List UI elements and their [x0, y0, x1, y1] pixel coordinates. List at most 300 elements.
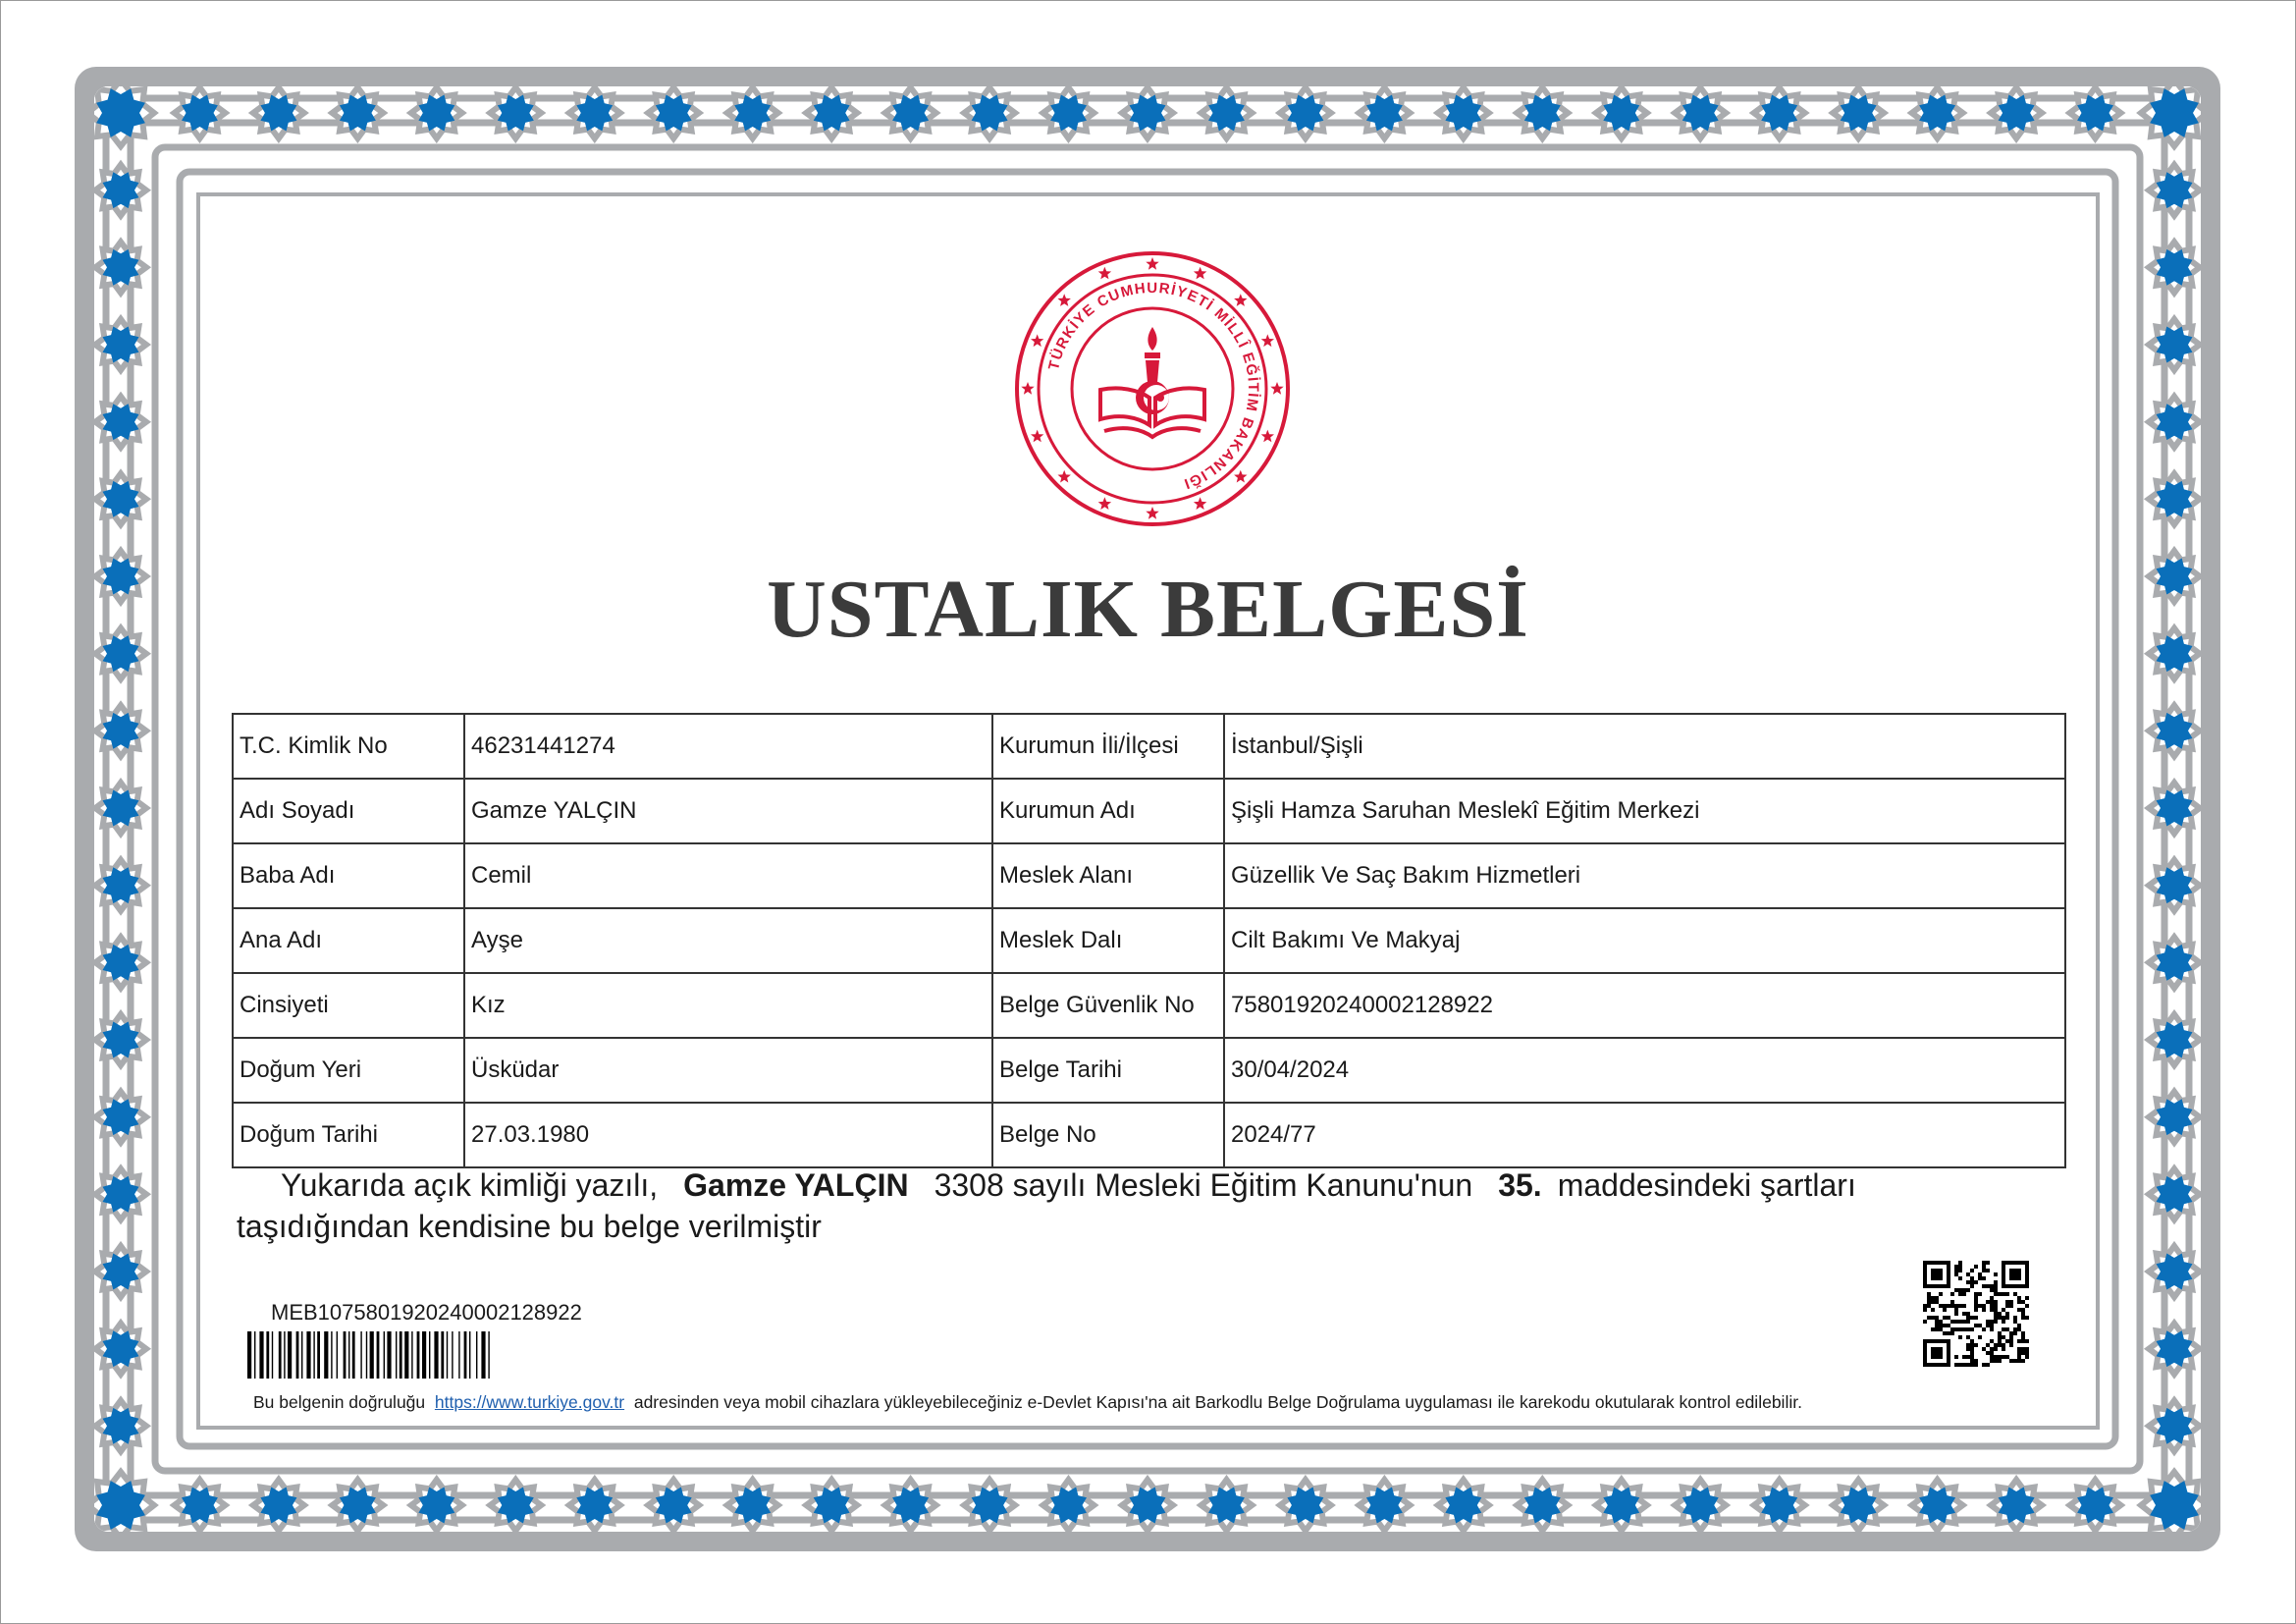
qr-module	[1923, 1261, 1927, 1265]
seal-star	[1146, 257, 1158, 270]
qr-module	[1962, 1292, 1966, 1296]
barcode-bar	[488, 1331, 489, 1379]
personal-info-table	[232, 713, 2066, 1168]
qr-module	[2002, 1316, 2005, 1320]
qr-module	[1982, 1261, 1986, 1265]
qr-module	[1935, 1269, 1939, 1272]
field-label: Doğum Tarihi	[233, 1103, 464, 1167]
qr-module	[2021, 1331, 2025, 1335]
qr-module	[1966, 1280, 1970, 1284]
qr-module	[1943, 1304, 1947, 1308]
qr-module	[1994, 1312, 1998, 1316]
qr-module	[1935, 1272, 1939, 1276]
qr-module	[1931, 1261, 1935, 1265]
qr-module	[1931, 1327, 1935, 1331]
qr-module	[2002, 1308, 2005, 1312]
qr-module	[1990, 1355, 1994, 1359]
statement-part3: maddesindeki şartları	[1557, 1167, 1856, 1203]
qr-module	[1950, 1300, 1954, 1304]
qr-module	[1982, 1265, 1986, 1269]
qr-module	[2002, 1276, 2005, 1280]
qr-module	[1931, 1339, 1935, 1343]
qr-module	[2021, 1312, 2025, 1316]
qr-module	[1982, 1308, 1986, 1312]
qr-module	[1954, 1363, 1958, 1367]
qr-module	[2025, 1339, 2029, 1343]
qr-module	[1970, 1269, 1974, 1272]
qr-module	[1994, 1280, 1998, 1284]
qr-module	[1986, 1300, 1990, 1304]
qr-module	[1970, 1276, 1974, 1280]
qr-module	[2025, 1355, 2029, 1359]
qr-module	[1994, 1316, 1998, 1320]
qr-module	[1927, 1363, 1931, 1367]
qr-module	[1927, 1292, 1931, 1296]
seal-star	[1146, 507, 1158, 519]
qr-module	[2009, 1359, 2013, 1363]
table-row	[233, 843, 2065, 908]
barcode-icon	[247, 1331, 613, 1379]
qr-module	[1923, 1351, 1927, 1355]
qr-module	[2002, 1327, 2005, 1331]
qr-module	[2009, 1331, 2013, 1335]
table-row	[233, 973, 2065, 1038]
qr-module	[1947, 1261, 1950, 1265]
qr-module	[2017, 1272, 2021, 1276]
meb-seal-emblem-icon	[1014, 250, 1291, 527]
qr-module	[1974, 1343, 1978, 1347]
turkiye-gov-link[interactable]: https://www.turkiye.gov.tr	[434, 1392, 625, 1412]
qr-module	[2021, 1335, 2025, 1339]
seal-star	[1021, 382, 1034, 395]
qr-module	[1994, 1308, 1998, 1312]
qr-module	[1923, 1343, 1927, 1347]
qr-module	[1923, 1355, 1927, 1359]
qr-module	[1954, 1265, 1958, 1269]
qr-module	[1994, 1343, 1998, 1347]
field-label: Belge Tarihi	[992, 1038, 1224, 1103]
qr-module	[2025, 1304, 2029, 1308]
qr-module	[2002, 1343, 2005, 1347]
qr-module	[1927, 1339, 1931, 1343]
qr-module	[1935, 1261, 1939, 1265]
qr-module	[2013, 1316, 2017, 1320]
qr-module	[1935, 1320, 1939, 1324]
barcode-bar	[313, 1331, 314, 1379]
seal-star	[1098, 497, 1111, 510]
barcode-bar	[452, 1331, 453, 1379]
verification-suffix: adresinden veya mobil cihazlara yükleyebileceğiniz e-Devlet Kapısı'na ait Barkodlu Belge Doğrulama uygulaması ile karekodu okutularak kontrol edilebilir.	[633, 1392, 1802, 1412]
verification-prefix: Bu belgenin doğruluğu	[253, 1392, 426, 1412]
qr-module	[1923, 1265, 1927, 1269]
qr-module	[2025, 1276, 2029, 1280]
qr-module	[1990, 1288, 1994, 1292]
field-value: 27.03.1980	[464, 1103, 992, 1167]
qr-module	[1954, 1327, 1958, 1331]
qr-module	[1974, 1300, 1978, 1304]
seal-star	[1031, 430, 1043, 443]
qr-module	[1939, 1284, 1943, 1288]
qr-module	[1970, 1339, 1974, 1343]
barcode-bar	[384, 1331, 385, 1379]
qr-module	[2002, 1280, 2005, 1284]
qr-module	[1986, 1284, 1990, 1288]
field-label: Cinsiyeti	[233, 973, 464, 1038]
qr-module	[2005, 1300, 2009, 1304]
qr-module	[1958, 1261, 1962, 1265]
qr-module	[1970, 1355, 1974, 1359]
barcode-bar	[458, 1331, 459, 1379]
qr-module	[1978, 1276, 1982, 1280]
qr-module	[2009, 1272, 2013, 1276]
seal-star	[1194, 267, 1206, 280]
statement-part4: taşıdığından kendisine bu belge verilmiştir	[237, 1209, 822, 1244]
qr-module	[2025, 1351, 2029, 1355]
qr-module	[2005, 1312, 2009, 1316]
qr-module	[1982, 1327, 1986, 1331]
field-value: Kız	[464, 973, 992, 1038]
barcode-bar	[429, 1331, 430, 1379]
barcode-bar	[348, 1331, 349, 1379]
qr-module	[2025, 1347, 2029, 1351]
qr-module	[1935, 1324, 1939, 1327]
qr-module	[1978, 1272, 1982, 1276]
qr-module	[1966, 1272, 1970, 1276]
qr-module	[1958, 1304, 1962, 1308]
qr-module	[2009, 1343, 2013, 1347]
qr-module	[1939, 1363, 1943, 1367]
qr-module	[1931, 1316, 1935, 1320]
qr-module	[2025, 1316, 2029, 1320]
qr-module	[1974, 1324, 1978, 1327]
barcode-bar	[422, 1331, 426, 1379]
qr-module	[2013, 1327, 2017, 1331]
field-value: Şişli Hamza Saruhan Meslekî Eğitim Merkezi	[1224, 779, 2065, 843]
qr-module	[1947, 1324, 1950, 1327]
qr-module	[1939, 1339, 1943, 1343]
qr-module	[2002, 1335, 2005, 1339]
qr-module	[2017, 1269, 2021, 1272]
field-value: Ayşe	[464, 908, 992, 973]
qr-module	[2005, 1355, 2009, 1359]
qr-module	[1947, 1316, 1950, 1320]
field-value: Gamze YALÇIN	[464, 779, 992, 843]
field-label: T.C. Kimlik No	[233, 714, 464, 779]
field-label: Belge Güvenlik No	[992, 973, 1224, 1038]
qr-module	[1982, 1284, 1986, 1288]
qr-module	[1923, 1280, 1927, 1284]
barcode-bar	[387, 1331, 391, 1379]
field-value: Üsküdar	[464, 1038, 992, 1103]
qr-module	[1994, 1359, 1998, 1363]
qr-module	[1974, 1359, 1978, 1363]
qr-module	[2002, 1347, 2005, 1351]
qr-module	[1935, 1363, 1939, 1367]
qr-module	[2013, 1292, 2017, 1296]
qr-module	[1935, 1355, 1939, 1359]
qr-module	[2009, 1300, 2013, 1304]
qr-module	[2013, 1272, 2017, 1276]
qr-module	[1994, 1355, 1998, 1359]
qr-module	[1998, 1331, 2002, 1335]
qr-module	[2005, 1292, 2009, 1296]
barcode-bar	[344, 1331, 347, 1379]
barcode-bar	[447, 1331, 448, 1379]
qr-module	[1923, 1269, 1927, 1272]
qr-module	[1958, 1320, 1962, 1324]
seal-star	[1031, 334, 1043, 347]
qr-module	[1974, 1292, 1978, 1296]
qr-module	[1962, 1312, 1966, 1316]
qr-module	[2013, 1359, 2017, 1363]
qr-module	[1962, 1327, 1966, 1331]
qr-module	[1962, 1363, 1966, 1367]
qr-module	[1994, 1304, 1998, 1308]
qr-module	[2025, 1284, 2029, 1288]
qr-module	[1923, 1347, 1927, 1351]
qr-module	[1939, 1355, 1943, 1359]
qr-module	[1974, 1316, 1978, 1320]
qr-module	[1962, 1355, 1966, 1359]
qr-module	[1931, 1296, 1935, 1300]
barcode-bar	[417, 1331, 420, 1379]
qr-module	[1931, 1355, 1935, 1359]
qr-module	[1923, 1339, 1927, 1343]
statement-part2: 3308 sayılı Mesleki Eğitim Kanunu'nun	[934, 1167, 1473, 1203]
qr-module	[2021, 1261, 2025, 1265]
qr-module	[2017, 1276, 2021, 1280]
qr-module	[1958, 1327, 1962, 1331]
field-value: 46231441274	[464, 714, 992, 779]
qr-module	[1943, 1324, 1947, 1327]
field-label: Adı Soyadı	[233, 779, 464, 843]
qr-module	[1974, 1308, 1978, 1312]
qr-module	[1990, 1327, 1994, 1331]
barcode-bar	[337, 1331, 338, 1379]
qr-module	[2002, 1320, 2005, 1324]
qr-module	[1990, 1300, 1994, 1304]
svg-text:TÜRKİYE CUMHURİYETİ MİLLÎ EĞİT: TÜRKİYE CUMHURİYETİ MİLLÎ EĞİTİM BAKANLIĞI	[1044, 279, 1262, 493]
qr-module	[1947, 1280, 1950, 1284]
qr-module	[1978, 1335, 1982, 1339]
qr-module	[1947, 1284, 1950, 1288]
qr-module	[1939, 1304, 1943, 1308]
qr-module	[1966, 1327, 1970, 1331]
barcode-bar	[259, 1331, 263, 1379]
qr-module	[1958, 1276, 1962, 1280]
qr-module	[1939, 1347, 1943, 1351]
statement-part1: Yukarıda açık kimliği yazılı,	[281, 1167, 659, 1203]
qr-module	[1954, 1272, 1958, 1276]
qr-module	[1927, 1296, 1931, 1300]
qr-module	[1990, 1308, 1994, 1312]
barcode-bar	[404, 1331, 408, 1379]
qr-module	[1966, 1312, 1970, 1316]
qr-module	[1994, 1292, 1998, 1296]
qr-module	[2021, 1300, 2025, 1304]
qr-module	[1986, 1320, 1990, 1324]
qr-module	[1978, 1292, 1982, 1296]
qr-module	[1962, 1288, 1966, 1292]
barcode-bar	[366, 1331, 367, 1379]
qr-module	[1950, 1331, 1954, 1335]
field-label: Baba Adı	[233, 843, 464, 908]
qr-module	[1990, 1339, 1994, 1343]
qr-module	[1994, 1284, 1998, 1288]
qr-module	[1998, 1339, 2002, 1343]
barcode-bar	[284, 1331, 285, 1379]
barcode-bar	[324, 1331, 328, 1379]
qr-module	[2025, 1261, 2029, 1265]
qr-module	[1958, 1265, 1962, 1269]
field-label: Kurumun Adı	[992, 779, 1224, 843]
qr-module	[1954, 1320, 1958, 1324]
qr-module	[1947, 1355, 1950, 1359]
barcode-bar	[247, 1331, 251, 1379]
qr-module	[2025, 1296, 2029, 1300]
qr-module	[1943, 1331, 1947, 1335]
qr-module	[1958, 1269, 1962, 1272]
qr-module	[1927, 1261, 1931, 1265]
qr-module	[1947, 1363, 1950, 1367]
qr-module	[1954, 1269, 1958, 1272]
qr-module	[1935, 1347, 1939, 1351]
qr-module	[1962, 1304, 1966, 1308]
qr-module	[2017, 1327, 2021, 1331]
certificate-title: USTALIK BELGESİ	[767, 564, 1529, 655]
qr-module	[2013, 1320, 2017, 1324]
qr-module	[1939, 1320, 1943, 1324]
qr-module	[2013, 1276, 2017, 1280]
qr-module	[1978, 1324, 1982, 1327]
qr-module	[1990, 1351, 1994, 1355]
barcode-bar	[411, 1331, 412, 1379]
qr-module	[2021, 1351, 2025, 1355]
qr-module	[1931, 1300, 1935, 1304]
qr-module	[1970, 1316, 1974, 1320]
qr-module	[1958, 1292, 1962, 1296]
qr-module	[2009, 1304, 2013, 1308]
qr-module	[1947, 1265, 1950, 1269]
qr-module	[1966, 1343, 1970, 1347]
qr-module	[1950, 1327, 1954, 1331]
qr-module	[1947, 1272, 1950, 1276]
qr-module	[1939, 1269, 1943, 1272]
barcode-bar	[352, 1331, 355, 1379]
qr-module	[1970, 1284, 1974, 1288]
qr-module	[1970, 1347, 1974, 1351]
qr-module	[2005, 1316, 2009, 1320]
qr-module	[2009, 1269, 2013, 1272]
field-value: İstanbul/Şişli	[1224, 714, 2065, 779]
qr-module	[2009, 1261, 2013, 1265]
qr-module	[2005, 1261, 2009, 1265]
qr-module	[1966, 1363, 1970, 1367]
field-value: 75801920240002128922	[1224, 973, 2065, 1038]
qr-module	[2017, 1261, 2021, 1265]
qr-module	[2009, 1284, 2013, 1288]
qr-module	[1954, 1355, 1958, 1359]
seal-star	[1234, 470, 1247, 483]
qr-module	[1939, 1261, 1943, 1265]
qr-module	[1986, 1261, 1990, 1265]
qr-module	[1947, 1276, 1950, 1280]
qr-module	[2021, 1308, 2025, 1312]
qr-module	[1998, 1312, 2002, 1316]
qr-module	[1990, 1304, 1994, 1308]
qr-module	[2025, 1272, 2029, 1276]
qr-module	[1966, 1347, 1970, 1351]
barcode-bar	[254, 1331, 255, 1379]
qr-module	[1927, 1304, 1931, 1308]
qr-module	[1966, 1316, 1970, 1320]
barcode-number: MEB1075801920240002128922	[271, 1300, 582, 1325]
qr-module	[2005, 1284, 2009, 1288]
qr-module	[1994, 1320, 1998, 1324]
qr-module	[1923, 1308, 1927, 1312]
qr-module	[2017, 1359, 2021, 1363]
qr-module	[1931, 1347, 1935, 1351]
qr-module	[1939, 1276, 1943, 1280]
qr-module	[1943, 1308, 1947, 1312]
qr-module	[2017, 1296, 2021, 1300]
barcode-bar	[301, 1331, 302, 1379]
qr-module	[1970, 1363, 1974, 1367]
qr-module	[2021, 1347, 2025, 1351]
qr-module	[1923, 1272, 1927, 1276]
qr-module	[1931, 1308, 1935, 1312]
barcode-bar	[400, 1331, 402, 1379]
field-value: Güzellik Ve Saç Bakım Hizmetleri	[1224, 843, 2065, 908]
qr-module	[1935, 1327, 1939, 1331]
seal-star	[1261, 430, 1274, 443]
qr-module	[1962, 1320, 1966, 1324]
qr-module	[1935, 1339, 1939, 1343]
seal-star	[1270, 382, 1283, 395]
seal-star	[1261, 334, 1274, 347]
qr-module	[2005, 1304, 2009, 1308]
qr-module	[1994, 1288, 1998, 1292]
qr-module	[1943, 1316, 1947, 1320]
qr-module	[1986, 1351, 1990, 1355]
field-label: Doğum Yeri	[233, 1038, 464, 1103]
qr-module	[1986, 1343, 1990, 1347]
qr-module	[2002, 1292, 2005, 1296]
qr-module	[1994, 1300, 1998, 1304]
qr-module	[1982, 1347, 1986, 1351]
qr-module	[1939, 1292, 1943, 1296]
qr-module	[1927, 1300, 1931, 1304]
qr-module	[1998, 1335, 2002, 1339]
qr-module	[2025, 1280, 2029, 1284]
qr-module	[1990, 1296, 1994, 1300]
qr-module	[1947, 1343, 1950, 1347]
qr-module	[1994, 1347, 1998, 1351]
qr-module	[1966, 1335, 1970, 1339]
qr-module	[1974, 1296, 1978, 1300]
qr-module	[2009, 1276, 2013, 1280]
qr-module	[1947, 1269, 1950, 1272]
barcode-bar	[476, 1331, 477, 1379]
qr-module	[1982, 1276, 1986, 1280]
field-label: Belge No	[992, 1103, 1224, 1167]
qr-module	[2013, 1331, 2017, 1335]
qr-module	[1958, 1363, 1962, 1367]
seal-star	[1234, 294, 1247, 306]
qr-module	[2002, 1261, 2005, 1265]
qr-module	[2002, 1269, 2005, 1272]
barcode-bar	[464, 1331, 467, 1379]
